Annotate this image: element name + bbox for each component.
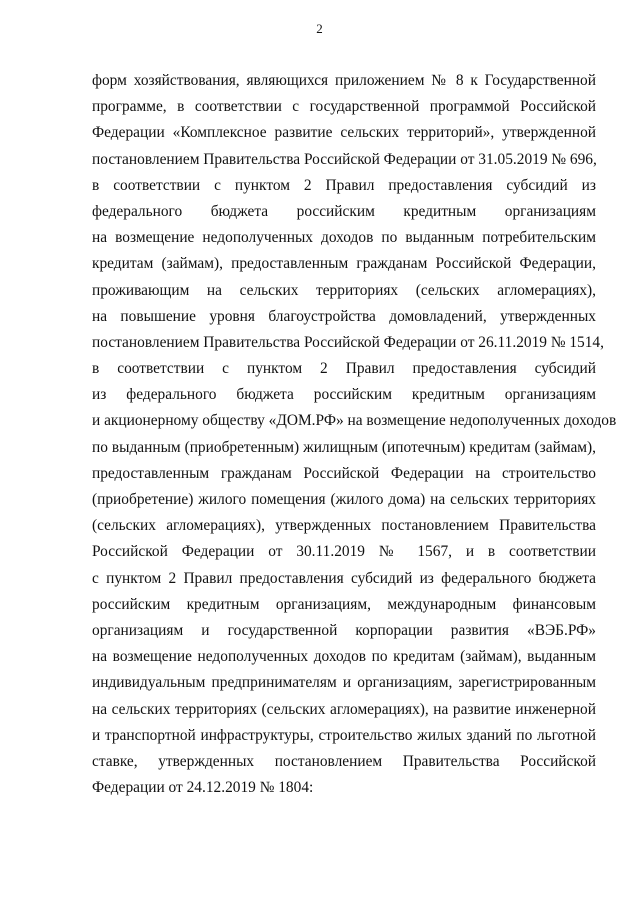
text-line: федерального бюджета российским кредитным организациям [92,202,596,220]
text-line-last: Федерации от 24.12.2019 № 1804: [92,779,314,797]
text-line: Федерации «Комплексное развитие сельских территорий», утвержденной [92,124,596,142]
text-line: (сельских агломерациях), утвержденных постановлением Правительства [92,517,596,535]
text-line: российским кредитным организациям, международным финансовым [92,595,596,613]
text-line: в соответствии с пунктом 2 Правил предоставления субсидий [92,360,596,378]
text-line: постановлением Правительства Российской Федерации от 26.11.2019 № 1514, [92,333,604,351]
text-line: (приобретение) жилого помещения (жилого дома) на сельских территориях [92,491,596,508]
text-line: постановлением Правительства Российской Федерации от 31.05.2019 № 696, [92,150,597,168]
text-line: в соответствии с пунктом 2 Правил предоставления субсидий из [92,176,596,194]
text-line: и акционерному обществу «ДОМ.РФ» на возмещение недополученных доходов [92,412,617,430]
text-line: организациям и государственной корпорации развития «ВЭБ.РФ» [92,621,596,639]
text-line: программе, в соответствии с государственной программой Российской [92,98,596,116]
text-line: на возмещение недополученных доходов по кредитам (займам), выданным [92,648,596,666]
text-line: форм хозяйствования, являющихся приложением № 8 к Государственной [92,72,596,89]
text-line: на повышение уровня благоустройства домовладений, утвержденных [92,307,596,325]
text-line: из федерального бюджета российским кредитным организациям [92,386,596,404]
text-line: предоставленным гражданам Российской Федерации на строительство [92,464,596,482]
text-line: и транспортной инфраструктуры, строительство жилых зданий по льготной [92,726,596,744]
text-line: ставке, утвержденных постановлением Правительства Российской [92,752,596,770]
text-line: на возмещение недополученных доходов по выданным потребительским [92,229,596,247]
text-line: по выданным (приобретенным) жилищным (ипотечным) кредитам (займам), [92,438,596,456]
body-paragraph [92,68,617,801]
page-number: 2 [316,21,323,36]
text-line: с пунктом 2 Правил предоставления субсидий из федерального бюджета [92,569,596,587]
text-line: проживающим на сельских территориях (сельских агломерациях), [92,281,596,299]
text-line: Российской Федерации от 30.11.2019 № 1567, и в соответствии [92,543,596,561]
text-line: на сельских территориях (сельских агломерациях), на развитие инженерной [92,700,596,718]
text-line: индивидуальным предпринимателям и организациям, зарегистрированным [92,674,596,692]
text-line: кредитам (займам), предоставленным гражданам Российской Федерации, [92,255,596,273]
